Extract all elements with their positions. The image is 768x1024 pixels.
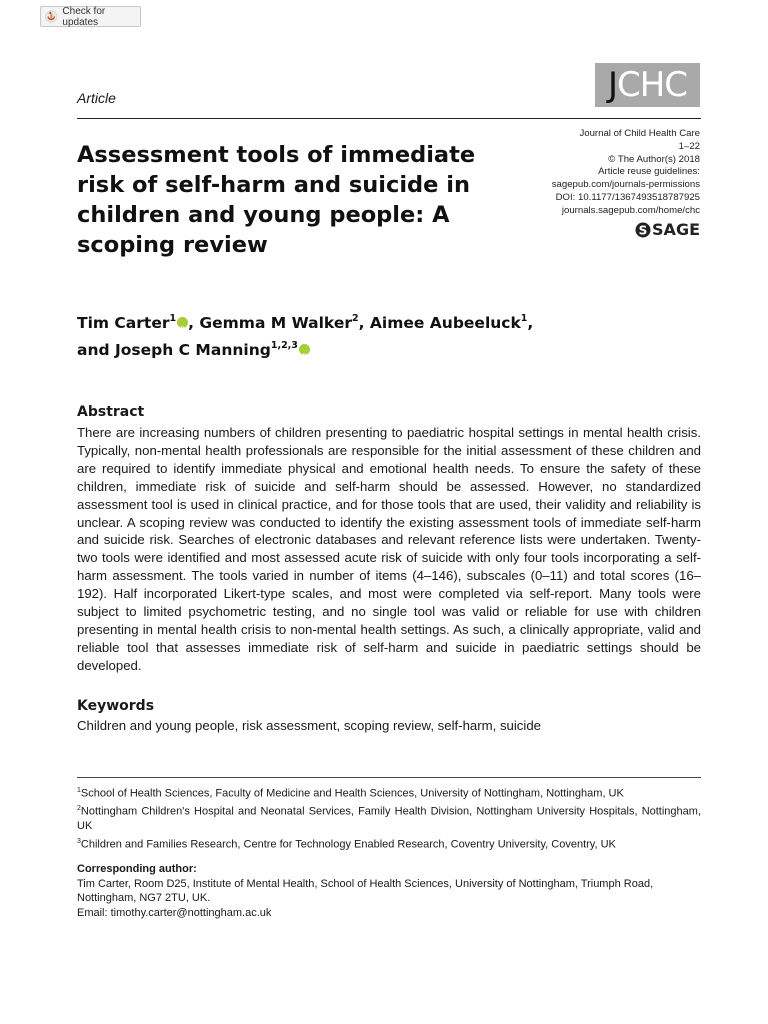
author-list xyxy=(77,308,697,362)
reuse-link[interactable]: sagepub.com/journals-permissions xyxy=(551,179,700,191)
journal-url[interactable]: journals.sagepub.com/home/chc xyxy=(561,204,700,216)
corresponding-heading: Corresponding author: xyxy=(77,863,197,875)
page-range: 1–22 xyxy=(678,140,700,152)
check-for-updates-button[interactable] xyxy=(40,6,141,27)
doi[interactable]: DOI: 10.1177/1367493518787925 xyxy=(555,191,700,203)
keywords-text: Children and young people, risk assessment, scoping review, self-harm, suicide xyxy=(77,718,541,733)
corresponding-address: Tim Carter, Room D25, Institute of Mental Health, School of Health Sciences, University of Nottingham, Triumph Road, Nottingham, NG7 2TU, UK. xyxy=(77,877,654,904)
corresponding-email[interactable]: Email: timothy.carter@nottingham.ac.uk xyxy=(77,906,272,919)
footnote-divider xyxy=(77,777,701,778)
logo-part-j: J xyxy=(607,65,617,105)
orcid-icon[interactable] xyxy=(177,317,188,328)
affiliation: $^3$Children and Families Research, Centre for Technology Enabled Research, Coventry University, Coventry, UK xyxy=(77,837,616,851)
corresponding-author xyxy=(77,862,701,920)
article-title: Assessment tools of immediate risk of self-harm and suicide in children and young people: A scoping review xyxy=(77,142,476,258)
publisher-logo xyxy=(635,220,700,239)
header-divider xyxy=(77,118,701,119)
abstract-text: There are increasing numbers of children presenting to paediatric hospital settings in mental health crisis. Typically, non-mental health professionals are responsible for the initial assessment of these children and are required to identify immediate physical and emotional health needs. To ensure the safety of these children, immediate risk of suicide and self-harm should be assessed. However, no standardized assessment tool is used in clinical practice, and for those tools that are used, their validity and reliability is unclear. A scoping review was conducted to identify the existing assessment tools of immediate self-harm and suicide risk. Searches of electronic databases and relevant reference lists were undertaken. Twenty-two tools were identified and most assessed acute risk of suicide with only four tools incorporating a self-harm assessment. The tools varied in number of items (4–146), subscales (0–11) and total scores (16–192). Half incorporated Likert-type scales, and most were completed via self-report. Many tools were subject to limited psychometric testing, and no single tool was valid or reliable for use with children presenting in mental health crisis to non-mental health settings. As such, a clinically appropriate, valid and reliable tool that assesses immediate risk of self-harm and suicide in paediatric settings should be developed. xyxy=(77,425,701,673)
orcid-icon[interactable] xyxy=(299,344,310,355)
check-for-updates-icon xyxy=(45,10,57,23)
author: Tim Carter$^1$iD , xyxy=(77,314,199,332)
logo-part-chc: CHC xyxy=(616,65,688,105)
check-for-updates-label: Check for updates xyxy=(62,5,106,28)
copyright: © The Author(s) 2018 xyxy=(608,153,700,165)
affiliations xyxy=(77,784,701,853)
sage-icon xyxy=(635,222,651,238)
article-type-label: Article xyxy=(77,90,116,106)
author: Aimee Aubeeluck$^1$, xyxy=(369,313,534,333)
affiliation: $^1$School of Health Sciences, Faculty of Medicine and Health Sciences, University of Nottingham, Nottingham, UK xyxy=(77,787,624,800)
svg-text:S: S xyxy=(638,222,648,237)
author: Gemma M Walker$^2$, xyxy=(199,313,370,333)
keywords-heading: Keywords xyxy=(77,698,155,714)
journal-logo xyxy=(595,63,700,107)
journal-name: Journal of Child Health Care xyxy=(579,128,700,139)
reuse-guidelines: Article reuse guidelines: xyxy=(598,166,700,178)
publisher-name: SAGE xyxy=(652,220,700,239)
abstract-heading: Abstract xyxy=(77,404,145,420)
author: and Joseph C Manning$^{1,2,3}$iD xyxy=(77,341,310,359)
journal-info xyxy=(552,128,700,218)
affiliation: $^2$Nottingham Children's Hospital and Neonatal Services, Family Health Division, Nottingham University Hospitals, Nottingham, UK xyxy=(77,805,701,833)
